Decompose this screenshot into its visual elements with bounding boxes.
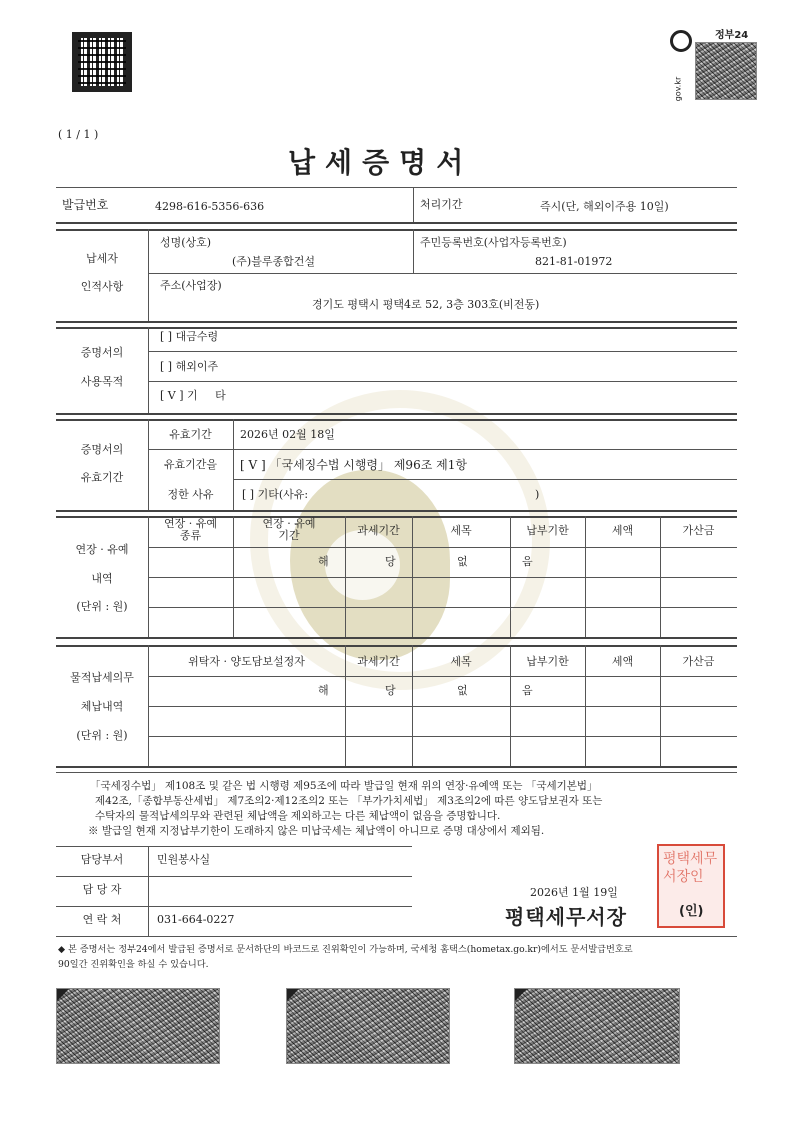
processing-period-label: 처리기간 (420, 198, 463, 211)
validity-reason-law-checkbox[interactable]: [ V ] 「국세징수법 시행령」 제96조 제1항 (240, 458, 467, 472)
purpose-section-label-2: 사용목적 (80, 375, 124, 388)
purpose-section-label: 증명서의 (80, 346, 124, 359)
phone-label: 연 락 처 (82, 913, 122, 926)
purpose-checkbox-payment[interactable]: [ ] 대금수령 (160, 330, 219, 343)
validity-period-value: 2026년 02월 18일 (240, 428, 335, 441)
address-label: 주소(사업장) (160, 279, 222, 292)
company-name: (주)블루종합건설 (232, 255, 315, 268)
validity-reason-label: 유효기간을 (163, 458, 218, 471)
deferral-none-char-3: 없 (457, 555, 468, 568)
footer-notice-line-2: 90일간 진위확인을 하실 수 있습니다. (58, 959, 209, 970)
gov24-logo-icon (670, 30, 692, 52)
validity-section-label-2: 유효기간 (80, 471, 124, 484)
deferral-unit-label: (단위 : 원) (76, 600, 128, 613)
delinquency-none-char-1: 해 (318, 684, 329, 697)
validity-section-label: 증명서의 (80, 443, 124, 456)
regno-value: 821-81-01972 (535, 255, 613, 268)
col-deferral-period: 연장 · 유예 기간 (262, 517, 316, 542)
col-tax-amount: 세액 (611, 524, 634, 537)
col-trustor: 위탁자 · 양도담보설정자 (188, 655, 305, 668)
phone-value: 031-664-0227 (157, 913, 235, 926)
taxpayer-section-label-2: 인적사항 (80, 280, 124, 293)
issue-number-value: 4298-616-5356-636 (155, 200, 265, 213)
purpose-checkbox-other[interactable]: [ V ] 기 타 (160, 389, 226, 402)
barcode-corner-icon (57, 989, 69, 1001)
deferral-none-char-2: 당 (385, 555, 396, 568)
official-seal (657, 844, 725, 928)
issue-date: 2026년 1월 19일 (530, 886, 618, 899)
col-deferral-type: 연장 · 유예 종류 (164, 517, 217, 542)
dept-label: 담당부서 (80, 853, 124, 866)
seal-text: 평택세무서장인 (663, 851, 718, 885)
col-tax-item-2: 세목 (450, 655, 472, 668)
validity-reason-other-checkbox[interactable]: [ ] 기타(사유: (242, 488, 309, 501)
col-tax-item: 세목 (450, 524, 472, 537)
statement-line-2: 제42조,「종합부동산세법」 제7조의2·제12조의2 또는 「부가가치세법」 제3조의2에 따른 양도담보권자 또는 (95, 795, 603, 807)
regno-label: 주민등록번호(사업자등록번호) (420, 236, 567, 249)
delinquency-section-label-2: 체납내역 (80, 700, 124, 713)
verification-barcode-3 (514, 988, 680, 1064)
barcode-corner-icon (515, 989, 527, 1001)
page-title: 납세증명서 (288, 146, 474, 179)
validity-period-label: 유효기간 (169, 428, 212, 441)
taxpayer-section-label: 납세자 (86, 252, 118, 265)
verification-barcode-1 (56, 988, 220, 1064)
delinquency-none-char-2: 당 (385, 684, 396, 697)
col-due-date: 납부기한 (526, 524, 569, 537)
statement-line-1: 「국세징수법」 제108조 및 같은 법 시행령 제95조에 따라 발급일 현재 위의 연장·유예액 또는 「국세기본법」 (90, 780, 598, 792)
deferral-section-label: 연장 · 유예 (75, 543, 129, 556)
validity-reason-other-close: ) (535, 488, 540, 501)
gov24-label: 정부24 (715, 30, 749, 41)
col-surcharge: 가산금 (682, 524, 715, 537)
statement-note: ※ 발급일 현재 지정납부기한이 도래하지 않은 미납국세는 체납액이 아니므로 증명 대상에서 제외됨. (88, 825, 545, 837)
address-value: 경기도 평택시 평택4로 52, 3층 303호(비전동) (312, 298, 540, 311)
delinquency-none-char-4: 음 (522, 684, 533, 697)
gov-kr-label: gov.kr (673, 76, 683, 102)
col-surcharge-2: 가산금 (682, 655, 715, 668)
col-tax-amount-2: 세액 (611, 655, 634, 668)
barcode-corner-icon (287, 989, 299, 1001)
deferral-section-label-2: 내역 (91, 572, 113, 585)
issue-number-label: 발급번호 (62, 198, 109, 212)
qr-code (72, 32, 132, 92)
deferral-none-char-1: 해 (318, 555, 329, 568)
col-tax-period: 과세기간 (357, 524, 400, 537)
verification-barcode-2 (286, 988, 450, 1064)
issuing-office: 평택세무서장 (505, 905, 627, 929)
seal-mark: (인) (679, 904, 704, 919)
col-due-date-2: 납부기한 (526, 655, 569, 668)
delinquency-section-label: 물적납세의무 (70, 671, 134, 684)
validity-reason-label-2: 정한 사유 (167, 488, 214, 501)
dept-value: 민원봉사실 (157, 853, 211, 866)
processing-period-value: 즉시(단, 해외이주용 10일) (540, 200, 669, 213)
page-indicator: ( 1 / 1 ) (58, 128, 99, 141)
delinquency-unit-label: (단위 : 원) (76, 729, 128, 742)
purpose-checkbox-emigration[interactable]: [ ] 해외이주 (160, 360, 219, 373)
person-label: 담 당 자 (82, 883, 122, 896)
footer-notice-line-1: ◆ 본 증명서는 정부24에서 발급된 증명서로 문서하단의 바코드로 진위확인이 가능하며, 국세청 홈택스(hometax.go.kr)에서도 문서발급번호로 (58, 944, 633, 955)
delinquency-none-char-3: 없 (457, 684, 468, 697)
name-label: 성명(상호) (160, 236, 212, 249)
col-tax-period-2: 과세기간 (357, 655, 400, 668)
deferral-none-char-4: 음 (522, 555, 533, 568)
statement-line-3: 수탁자의 물적납세의무와 관련된 체납액을 제외하고는 다른 체납액이 없음을 증명합니다. (95, 810, 501, 822)
gov24-barcode (695, 42, 757, 100)
